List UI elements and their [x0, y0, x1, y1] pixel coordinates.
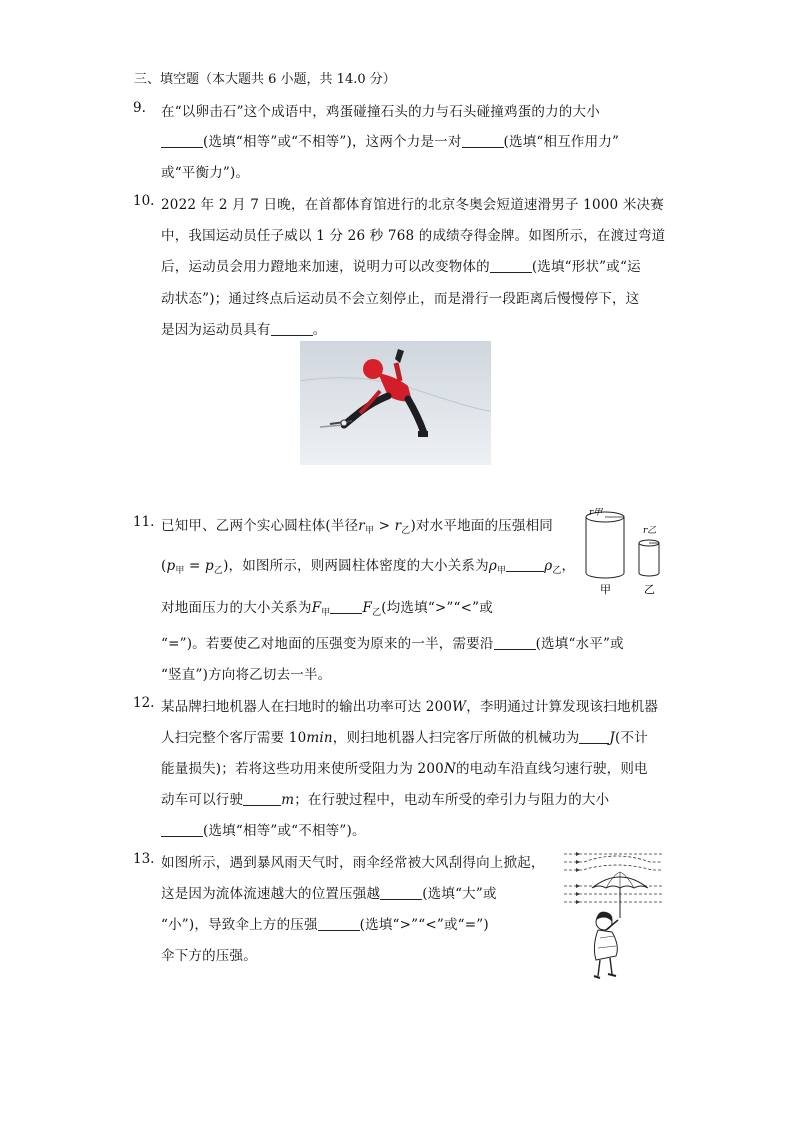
- answer-blank[interactable]: [490, 258, 532, 273]
- question-number-13: 13.: [133, 851, 155, 867]
- answer-blank[interactable]: [243, 791, 281, 806]
- q10-line-4: 动状态”)；通过终点后运动员不会立刻停止，而是滑行一段距离后慢慢停下，这: [161, 291, 640, 307]
- answer-blank[interactable]: [271, 321, 313, 336]
- question-number-11: 11.: [133, 514, 155, 530]
- answer-blank[interactable]: [462, 133, 504, 148]
- q11-line-1: 已知甲、乙两个实心圆柱体(半径$r_甲 > r_乙$)对水平地面的压强相同: [161, 518, 553, 536]
- q10-line-5: 是因为运动员具有 。: [161, 322, 327, 338]
- q9-line-1: 在“以卵击石”这个成语中，鸡蛋碰撞石头的力与石头碰撞鸡蛋的力的大小: [161, 104, 600, 120]
- q13-line-4: 伞下方的压强。: [161, 948, 257, 964]
- q11-line-5: “竖直”)方向将乙切去一半。: [161, 667, 332, 683]
- q12-line-1: 某品牌扫地机器人在扫地时的输出功率可达 200W，李明通过计算发现该扫地机器: [161, 699, 659, 715]
- section-title: 三、填空题（本大题共 6 小题，共 14.0 分）: [134, 72, 396, 87]
- skater-photo: [300, 341, 491, 465]
- answer-blank[interactable]: [494, 635, 536, 650]
- q12-line-4: 动车可以行驶 m；在行驶过程中，电动车所受的牵引力与阻力的大小: [161, 792, 610, 808]
- label-yi: 乙: [644, 583, 655, 596]
- answer-blank[interactable]: [161, 133, 203, 148]
- label-jia: 甲: [600, 583, 611, 596]
- q13-line-3: “小”)，导致伞上方的压强 (选填“>”“<”或“=”): [161, 917, 489, 933]
- q9-line-3: 或“平衡力”)。: [161, 165, 250, 181]
- q11-line-3: 对地面压力的大小关系为$F_甲$ $F_乙$(均选填“>”“<”或: [161, 600, 493, 618]
- label-r-yi: r乙: [643, 526, 657, 536]
- q13-line-2: 这是因为流体流速越大的位置压强越 (选填“大”或: [161, 886, 497, 902]
- answer-blank[interactable]: [330, 599, 362, 614]
- q11-line-4: “=”)。若要使乙对地面的压强变为原来的一半，需要沿 (选填“水平”或: [161, 636, 624, 652]
- answer-blank[interactable]: [506, 557, 544, 572]
- question-number-9: 9.: [133, 100, 146, 116]
- q12-line-2: 人扫完整个客厅需要 10min，则扫地机器人扫完客厅所做的机械功为 J(不计: [161, 730, 648, 746]
- q10-line-1: 2022 年 2 月 7 日晚，在首都体育馆进行的北京冬奥会短道速滑男子 1000 米决赛: [161, 197, 664, 213]
- q12-line-3: 能量损失)；若将这些功用来使所受阻力为 200N的电动车沿直线匀速行驶，则电: [161, 761, 648, 777]
- answer-blank[interactable]: [318, 916, 360, 931]
- answer-blank[interactable]: [380, 885, 422, 900]
- q10-line-2: 中，我国运动员任子威以 1 分 26 秒 768 的成绩夺得金牌。如图所示，在渡过弯道: [161, 228, 666, 244]
- answer-blank[interactable]: [161, 822, 203, 837]
- q10-line-3: 后，运动员会用力蹬地来加速，说明力可以改变物体的 (选填“形状”或“运: [161, 259, 641, 275]
- q12-line-5: (选填“相等”或“不相等”)。: [161, 819, 366, 839]
- q11-line-2: $(p_甲 = p_乙)$，如图所示，则两圆柱体密度的大小关系为$\rho_甲$ $\rho_乙$，: [161, 558, 576, 576]
- q9-line-2: (选填“相等”或“不相等”)，这两个力是一对 (选填“相互作用力”: [161, 130, 619, 150]
- answer-blank[interactable]: [579, 729, 609, 744]
- cylinder-figure: [583, 505, 668, 600]
- question-number-12: 12.: [133, 695, 155, 711]
- label-r-jia: r甲: [589, 508, 603, 518]
- q13-line-1: 如图所示，遇到暴风雨天气时，雨伞经常被大风刮得向上掀起，: [161, 855, 545, 871]
- question-number-10: 10.: [133, 193, 155, 209]
- umbrella-figure: [562, 848, 666, 986]
